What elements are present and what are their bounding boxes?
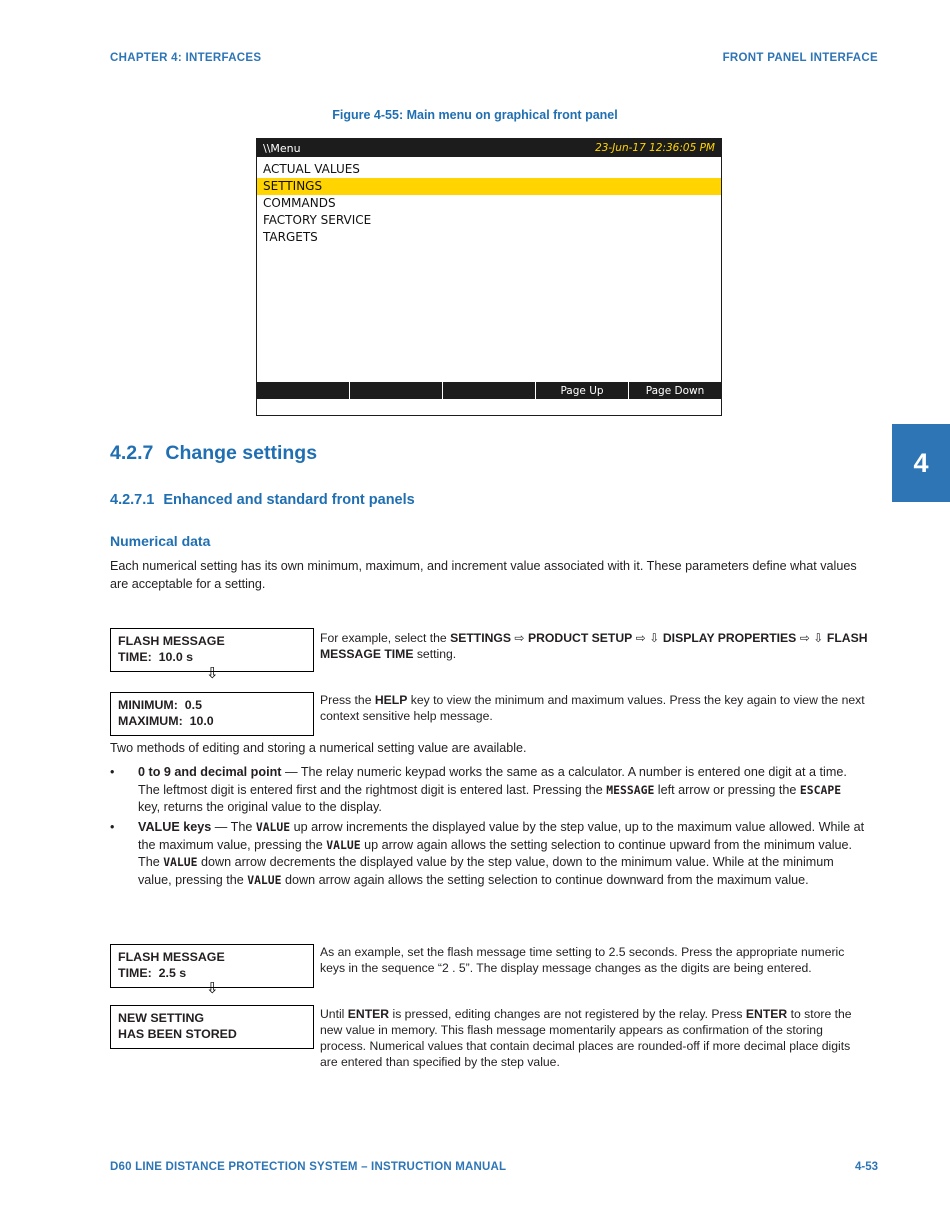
bullet1-key-escape: ESCAPE [799, 782, 842, 797]
softkey-2[interactable] [349, 382, 442, 399]
front-panel-display [256, 138, 722, 416]
running-header-left: CHAPTER 4: INTERFACES [110, 52, 262, 64]
bullet2-key-value-3: VALUE [163, 855, 198, 869]
subsection-number: 4.2.7.1 [110, 492, 155, 508]
side2-key-help: HELP [374, 693, 408, 707]
bullet2-title: VALUE keys [138, 820, 212, 834]
bullet2-t2: up arrow increments the displayed value by the step value, up to the maximum value allowed. While at the maximum value, pressing the [138, 820, 865, 852]
softkey-1[interactable] [257, 382, 349, 399]
display-softkey-bar [257, 382, 721, 399]
display-menu-path: \\Menu [263, 141, 301, 155]
display-box-line1: FLASH MESSAGE [118, 634, 225, 648]
side1-sep3: ⇨ ⇩ [796, 631, 827, 645]
side-text-example-entry: As an example, set the flash message time setting to 2.5 seconds. Press the appropriate numeric keys in the sequence “2 . 5”. The display message changes as the digits are being entered. [320, 945, 845, 975]
bullet-marker: • [110, 820, 115, 834]
footer-page-number: 4-53 [854, 1161, 878, 1173]
chapter-tab: 4 [892, 424, 950, 502]
display-box-line2: TIME: 10.0 s [118, 649, 194, 664]
bullet1-key-message: MESSAGE [606, 782, 655, 797]
side-text-select-setting [320, 630, 868, 662]
side1-suffix: setting. [413, 647, 457, 661]
bullet2-t5: down arrow again allows the setting selection to continue downward from the maximum value. [281, 872, 809, 887]
display-box-line2: MAXIMUM: 10.0 [118, 713, 214, 728]
display-box-min-max [110, 692, 314, 736]
bullet1-title: 0 to 9 and decimal point [138, 765, 282, 779]
footer-manual-title: D60 LINE DISTANCE PROTECTION SYSTEM – INSTRUCTION MANUAL [110, 1161, 507, 1173]
menu-item-targets[interactable]: TARGETS [263, 230, 318, 244]
bullet2-key-value-2: VALUE [326, 837, 361, 852]
bullet2-t1: — The [211, 820, 256, 834]
side-text-enter-key [320, 1006, 868, 1070]
bullet2-t3: up arrow again allows the setting selection to continue upward from the minimum value. The [138, 837, 853, 869]
section-number: 4.2.7 [110, 442, 154, 464]
bullet-text [138, 764, 865, 817]
down-arrow-icon: ⇩ [206, 980, 219, 997]
side1-sep1: ⇨ [511, 631, 528, 645]
down-arrow-icon: ⇩ [206, 665, 219, 682]
bullet1-t3: key, returns the original value to the display. [138, 800, 382, 814]
bullet1-t2: left arrow or pressing the [654, 782, 800, 797]
side4-prefix: Until [320, 1007, 348, 1021]
side4-mid: is pressed, editing changes are not registered by the relay. Press [389, 1007, 746, 1021]
display-box-line1: FLASH MESSAGE [118, 950, 225, 964]
display-box-new-setting-stored [110, 1005, 314, 1049]
subsection-title: Enhanced and standard front panels [163, 492, 415, 508]
side1-sep2: ⇨ ⇩ [632, 631, 663, 645]
menu-item-settings[interactable]: SETTINGS [257, 178, 721, 195]
menu-item-factory-service[interactable]: FACTORY SERVICE [263, 213, 372, 227]
bullet-value-keys [110, 819, 865, 889]
side4-key-enter-1: ENTER [347, 1007, 390, 1021]
menu-item-commands[interactable]: COMMANDS [263, 196, 336, 210]
side2-prefix: Press the [320, 693, 375, 707]
menu-item-actual-values[interactable]: ACTUAL VALUES [263, 162, 360, 176]
side2-suffix: key to view the minimum and maximum values. Press the key again to view the next context sensitive help message. [320, 693, 865, 723]
bullet1-t1: — The relay numeric keypad works the same as a calculator. A number is entered one digit at a time. The leftmost digit is entered first and the rightmost digit is entered last. Pressing the [138, 765, 847, 797]
sub-heading-numerical-data: Numerical data [110, 533, 211, 549]
softkey-page-up[interactable]: Page Up [535, 382, 628, 399]
paragraph-intro: Each numerical setting has its own minimum, maximum, and increment value associated with it. These parameters define what values are acceptable for a setting. [110, 559, 857, 591]
side1-prefix: For example, select the [320, 631, 451, 645]
section-title: Change settings [165, 442, 318, 464]
display-titlebar [257, 139, 721, 157]
display-box-line2: TIME: 2.5 s [118, 965, 187, 980]
section-heading [110, 442, 317, 465]
bullet2-key-value-4: VALUE [247, 872, 282, 887]
softkey-page-down[interactable]: Page Down [628, 382, 721, 399]
side1-path-product-setup: PRODUCT SETUP [528, 631, 633, 645]
side1-path-settings: SETTINGS [450, 631, 512, 645]
figure-caption: Figure 4-55: Main menu on graphical front panel [332, 108, 618, 122]
side-text-help-key [320, 692, 868, 724]
bullet2-key-value-1: VALUE [255, 820, 291, 834]
softkey-3[interactable] [442, 382, 535, 399]
bullet2-t4: down arrow decrements the displayed value by the step value, down to the minimum value. While at the minimum value, pressing the [138, 855, 834, 887]
bullet-digits-and-decimal [110, 764, 865, 817]
display-box-line1: MINIMUM: 0.5 [118, 698, 202, 712]
running-header-right: FRONT PANEL INTERFACE [722, 52, 878, 64]
display-box-line1: NEW SETTING [118, 1011, 205, 1025]
side4-suffix: to store the new value in memory. This flash message momentarily appears as confirmation of the storing process. Numerical values that contain decimal places are rounded-off if more decimal place digits are entered than specified by the step value. [320, 1007, 852, 1069]
display-menu-list [257, 157, 721, 399]
display-box-line2: HAS BEEN STORED [118, 1026, 237, 1041]
side1-path-flash-message-time: FLASH MESSAGE TIME [320, 631, 868, 661]
side1-path-display-properties: DISPLAY PROPERTIES [662, 631, 797, 645]
bullet-text [138, 819, 865, 889]
paragraph-two-methods: Two methods of editing and storing a numerical setting value are available. [110, 741, 527, 755]
subsection-heading [110, 492, 415, 508]
side4-key-enter-2: ENTER [745, 1007, 788, 1021]
display-datetime: 23-Jun-17 12:36:05 PM [595, 142, 715, 154]
bullet-marker: • [110, 765, 115, 779]
